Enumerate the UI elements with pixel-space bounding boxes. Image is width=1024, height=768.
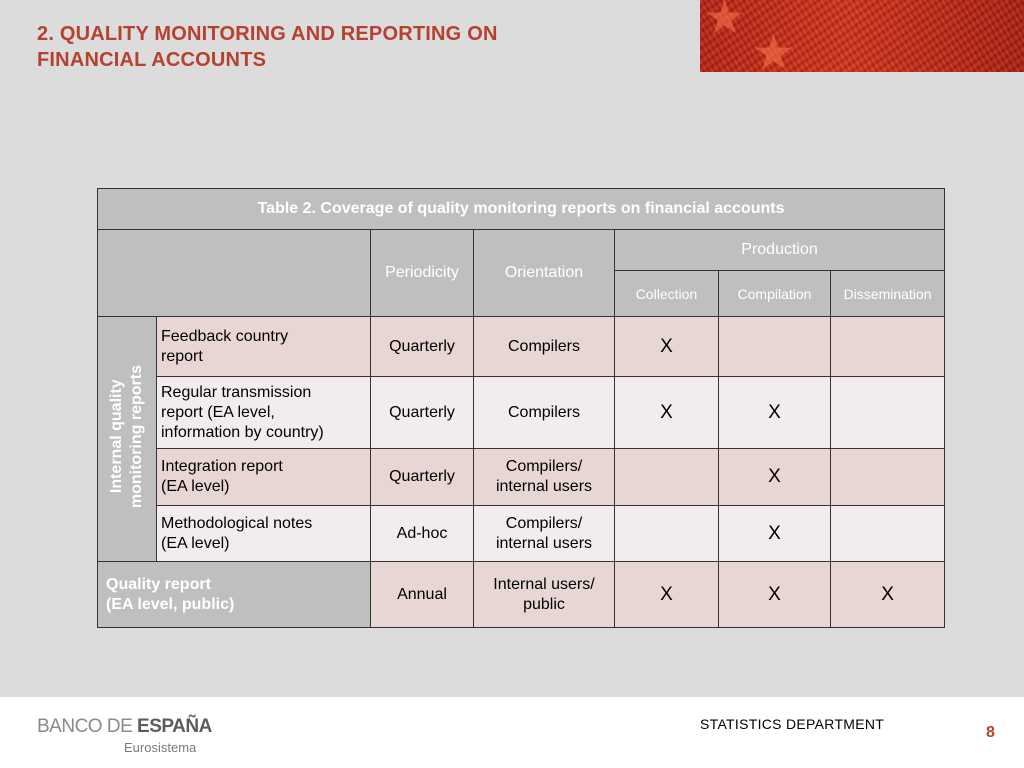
- logo-text-light: BANCO DE: [37, 716, 138, 737]
- title-line-2: FINANCIAL ACCOUNTS: [37, 49, 267, 71]
- row-label: Methodological notes (EA level): [157, 506, 371, 562]
- table-row: [98, 506, 945, 562]
- cell-orientation: Compilers/ internal users: [474, 506, 615, 562]
- cell-orientation: Compilers/ internal users: [474, 449, 615, 506]
- logo-subtitle: Eurosistema: [124, 740, 197, 755]
- table-row: [98, 449, 945, 506]
- bank-logo: [37, 716, 212, 738]
- cell-compilation: [719, 317, 831, 377]
- page-number: 8: [986, 724, 995, 741]
- cell-periodicity: Quarterly: [371, 317, 474, 377]
- star-icon: ★: [752, 27, 796, 72]
- header-orientation: Orientation: [474, 230, 615, 317]
- header-blank-cell: [98, 230, 371, 317]
- title-line-1: 2. QUALITY MONITORING AND REPORTING ON: [37, 23, 498, 45]
- cell-compilation: X: [719, 506, 831, 562]
- cell-collection: [615, 506, 719, 562]
- cell-periodicity: Quarterly: [371, 449, 474, 506]
- slide-title: [37, 21, 498, 73]
- star-icon: ★: [704, 0, 746, 43]
- cell-dissemination: [831, 506, 945, 562]
- cell-periodicity: Quarterly: [371, 377, 474, 449]
- table-row: [98, 317, 945, 377]
- row-label: Feedback country report: [157, 317, 371, 377]
- cell-orientation: Internal users/ public: [474, 562, 615, 628]
- row-label: Regular transmission report (EA level, information by country): [157, 377, 371, 449]
- header-collection: Collection: [615, 271, 719, 317]
- cell-collection: X: [615, 377, 719, 449]
- table-row-quality-report: [98, 562, 945, 628]
- cell-dissemination: X: [831, 562, 945, 628]
- row-label: Integration report (EA level): [157, 449, 371, 506]
- cell-compilation: X: [719, 449, 831, 506]
- cell-dissemination: [831, 317, 945, 377]
- group-label-cell: [98, 317, 157, 562]
- cell-compilation: X: [719, 562, 831, 628]
- cell-dissemination: [831, 377, 945, 449]
- cell-collection: X: [615, 317, 719, 377]
- header-banner-image: [700, 0, 1024, 72]
- cell-orientation: Compilers: [474, 377, 615, 449]
- cell-dissemination: [831, 449, 945, 506]
- group-label: Internal quality monitoring reports: [108, 364, 145, 509]
- cell-collection: [615, 449, 719, 506]
- header-production: Production: [615, 230, 945, 271]
- footer: [0, 697, 1024, 768]
- cell-compilation: X: [719, 377, 831, 449]
- coverage-table: [97, 188, 945, 628]
- table-caption: Table 2. Coverage of quality monitoring reports on financial accounts: [98, 189, 945, 230]
- cell-collection: X: [615, 562, 719, 628]
- header-compilation: Compilation: [719, 271, 831, 317]
- logo-text-bold: ESPAÑA: [137, 716, 212, 737]
- department-label: STATISTICS DEPARTMENT: [700, 716, 885, 732]
- table-row: [98, 377, 945, 449]
- header-periodicity: Periodicity: [371, 230, 474, 317]
- quality-report-label: Quality report (EA level, public): [98, 562, 371, 628]
- cell-orientation: Compilers: [474, 317, 615, 377]
- cell-periodicity: Ad-hoc: [371, 506, 474, 562]
- header-dissemination: Dissemination: [831, 271, 945, 317]
- cell-periodicity: Annual: [371, 562, 474, 628]
